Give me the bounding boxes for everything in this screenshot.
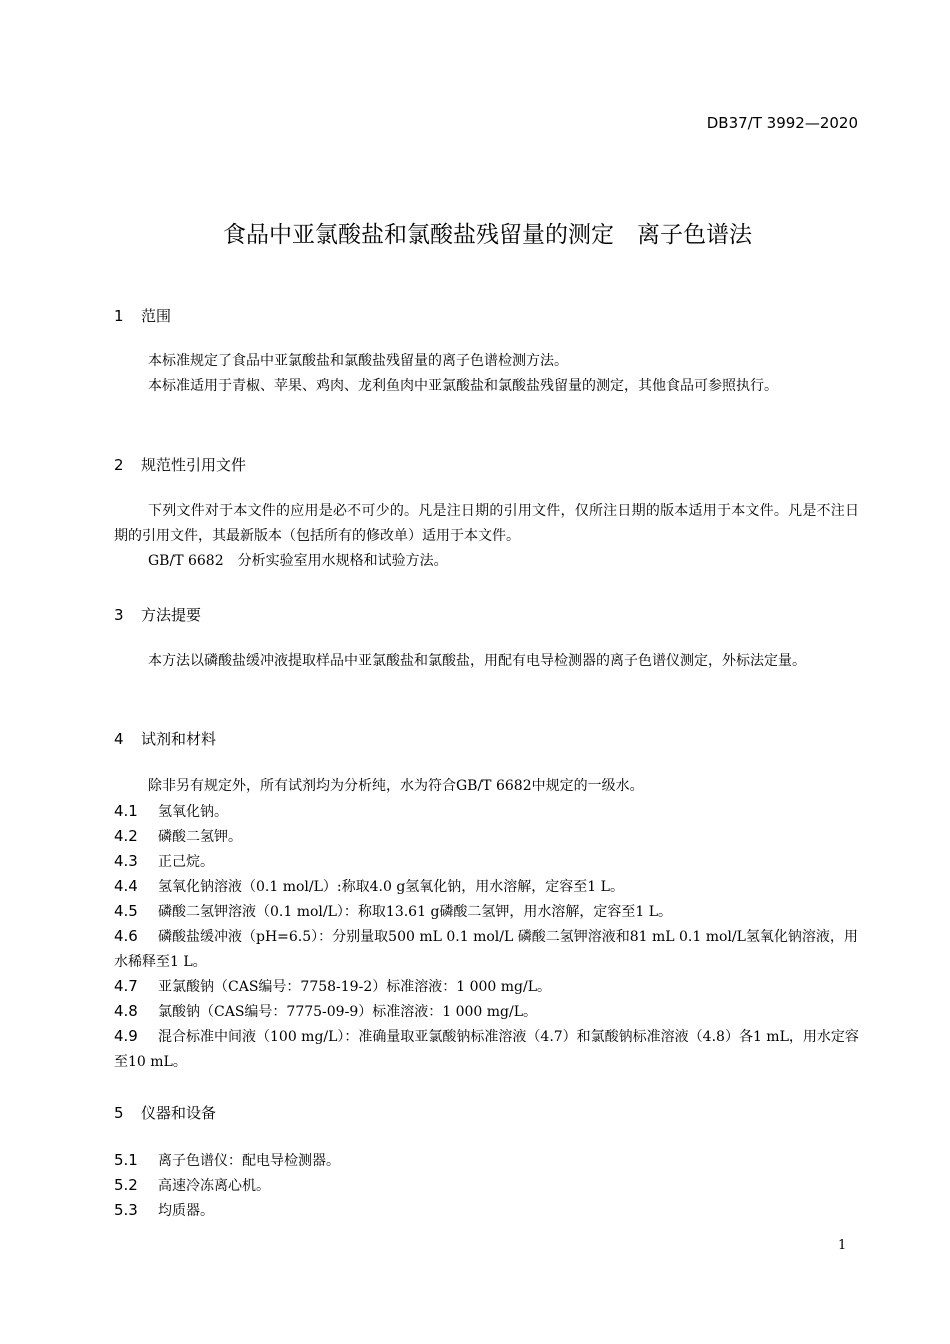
section-2-paragraph-1: 下列文件对于本文件的应用是必不可少的。凡是注日期的引用文件，仅所注日期的版本适用于本文件。凡是不注日期的引用文件，其最新版本（包括所有的修改单）适用于本文件。 [114, 503, 859, 544]
item-number: 5.2 [114, 1176, 138, 1194]
item-text: 氢氧化钠溶液（0.1 mol/L）:称取4.0 g氢氧化钠，用水溶解，定容至1 L。 [158, 879, 624, 895]
item-number: 4.1 [114, 802, 138, 820]
section-1-paragraph-1: 本标准规定了食品中亚氯酸盐和氯酸盐残留量的离子色谱检测方法。 [148, 353, 568, 369]
section-title: 规范性引用文件 [141, 456, 247, 474]
item-number: 4.6 [114, 927, 138, 945]
section-number: 1 [114, 307, 124, 325]
section-3-paragraph-1: 本方法以磷酸盐缓冲液提取样品中亚氯酸盐和氯酸盐，用配有电导检测器的离子色谱仪测定，外标法定量。 [148, 653, 806, 669]
item-number: 4.3 [114, 852, 138, 870]
section-title: 仪器和设备 [141, 1104, 217, 1122]
list-item [114, 849, 859, 875]
item-text: 氢氧化钠。 [158, 804, 228, 820]
section-4-heading [114, 728, 216, 749]
item-number: 4.2 [114, 827, 138, 845]
list-item [114, 1024, 859, 1075]
section-3-heading [114, 604, 201, 625]
section-number: 5 [114, 1104, 124, 1122]
section-number: 3 [114, 606, 124, 624]
section-5-heading [114, 1102, 216, 1123]
document-code: DB37/T 3992—2020 [706, 114, 858, 132]
section-1-paragraph-2: 本标准适用于青椒、苹果、鸡肉、龙利鱼肉中亚氯酸盐和氯酸盐残留量的测定，其他食品可参照执行。 [148, 378, 778, 394]
item-text: 亚氯酸钠（CAS编号：7758-19-2）标准溶液：1 000 mg/L。 [158, 979, 552, 995]
list-item [114, 1198, 859, 1224]
item-text: 正己烷。 [158, 854, 214, 870]
list-item [114, 799, 859, 825]
section-title: 方法提要 [141, 606, 202, 624]
list-item [114, 874, 859, 900]
section-title: 范围 [141, 307, 172, 325]
item-text: 磷酸盐缓冲液（pH=6.5）：分别量取500 mL 0.1 mol/L 磷酸二氢钾溶液和81 mL 0.1 mol/L氢氧化钠溶液，用水稀释至1 L。 [114, 929, 858, 970]
item-text: 磷酸二氢钾溶液（0.1 mol/L）：称取13.61 g磷酸二氢钾，用水溶解，定容至1 L。 [158, 904, 673, 920]
item-number: 4.8 [114, 1002, 138, 1020]
list-item [114, 1148, 859, 1174]
section-2-paragraph-2: GB/T 6682 分析实验室用水规格和试验方法。 [148, 553, 448, 569]
document-title: 食品中亚氯酸盐和氯酸盐残留量的测定 离子色谱法 [223, 222, 752, 248]
item-number: 5.1 [114, 1151, 138, 1169]
item-text: 混合标准中间液（100 mg/L）：准确量取亚氯酸钠标准溶液（4.7）和氯酸钠标准溶液（4.8）各1 mL，用水定容至10 mL。 [114, 1029, 859, 1070]
list-item [114, 824, 859, 850]
item-text: 均质器。 [158, 1203, 214, 1219]
item-text: 离子色谱仪：配电导检测器。 [158, 1153, 340, 1169]
section-title: 试剂和材料 [141, 730, 217, 748]
list-item [114, 974, 859, 1000]
section-1-heading [114, 305, 171, 326]
section-number: 2 [114, 456, 124, 474]
item-text: 氯酸钠（CAS编号：7775-09-9）标准溶液：1 000 mg/L。 [158, 1004, 538, 1020]
item-number: 5.3 [114, 1201, 138, 1219]
item-number: 4.7 [114, 977, 138, 995]
item-text: 高速冷冻离心机。 [158, 1178, 270, 1194]
list-item [114, 899, 859, 925]
list-item [114, 1173, 859, 1199]
list-item [114, 999, 859, 1025]
section-2-heading [114, 454, 246, 475]
item-number: 4.9 [114, 1027, 138, 1045]
section-4-paragraph-1: 除非另有规定外，所有试剂均为分析纯，水为符合GB/T 6682中规定的一级水。 [148, 778, 644, 794]
item-number: 4.5 [114, 902, 138, 920]
item-number: 4.4 [114, 877, 138, 895]
section-number: 4 [114, 730, 124, 748]
page-number: 1 [838, 1238, 847, 1253]
item-text: 磷酸二氢钾。 [158, 829, 242, 845]
list-item [114, 924, 859, 975]
